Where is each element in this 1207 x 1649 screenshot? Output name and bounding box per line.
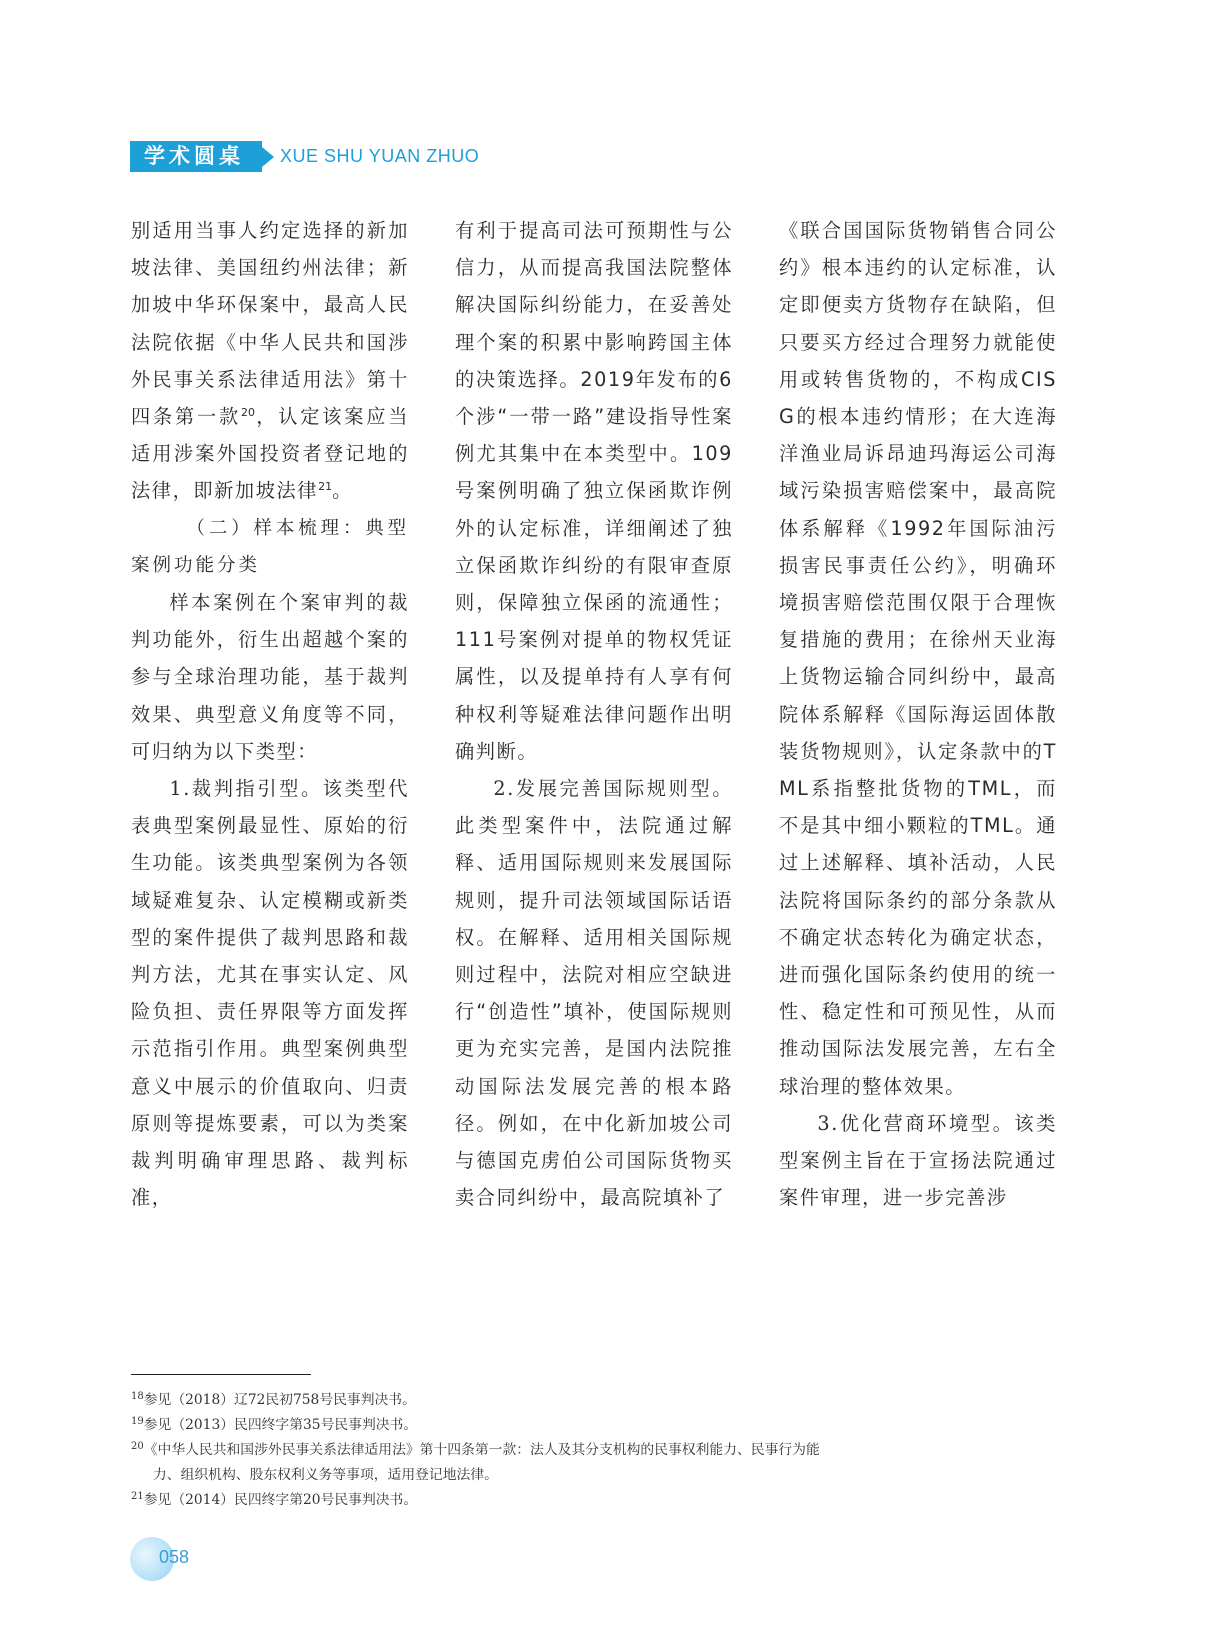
footnote-ref[interactable]: 21 [318,480,333,494]
paragraph: 1.裁判指引型。该类型代表典型案例最显性、原始的衍生功能。该类典型案例为各领域疑难复杂、认定模糊或新类型的案件提供了裁判思路和裁判方法，尤其在事实认定、风险负担、责任界限等方面发挥示范指引作用。典型案例典型意义中展示的价值取向、归责原则等提炼要素，可以为类案裁判明确审理思路、裁判标准， [131,777,409,1210]
paragraph: 《联合国国际货物销售合同公约》根本违约的认定标准，认定即便卖方货物存在缺陷，但只要买方经过合理努力就能使用或转售货物的，不构成CISG的根本违约情形；在大连海洋渔业局诉昂迪玛海运公司海域污染损害赔偿案中，最高院体系解释《1992年国际油污损害民事责任公约》，明确环境损害赔偿范围仅限于合理恢复措施的费用；在徐州天业海上货物运输合同纠纷中，最高院体系解释《国际海运固体散装货物规则》，认定条款中的TML系指整批货物的TML，而不是其中细小颗粒的TML。通过上述解释、填补活动，人民法院将国际条约的部分条款从不确定状态转化为确定状态，进而强化国际条约使用的统一性、稳定性和可预见性，从而推动国际法发展完善，左右全球治理的整体效果。 [779,219,1057,1098]
paragraph: 样本案例在个案审判的裁判功能外，衍生出超越个案的参与全球治理功能，基于裁判效果、典型意义角度等不同，可归纳为以下类型： [131,591,409,763]
footnote: $^{20}$《中华人民共和国涉外民事关系法律适用法》第十四条第一款：法人及其分支机构的民事权利能力、民事行为能 力、组织机构、股东权利义务等事项，适用登记地法律。 [131,1441,820,1483]
subheading: 2.发展完善国际规则型。 [493,777,733,801]
footnote-ref[interactable]: 20 [241,406,255,420]
text-column-3 [779,212,1057,1216]
text-column-2 [455,212,733,1216]
paragraph: 3.优化营商环境型。该类型案例主旨在于宣扬法院通过案件审理，进一步完善涉 [779,1111,1058,1210]
page-number-text: 058 [159,1547,190,1567]
footnote: $^{19}$参见（2013）民四终字第35号民事判决书。 [131,1416,418,1433]
column-pinyin: XUE SHU YUAN ZHUO [280,146,480,166]
arrow-icon [262,147,274,167]
text-column-1 [131,212,409,1216]
footnote-divider [131,1374,311,1375]
section-heading: （二）样本梳理：典型案例功能分类 [131,517,409,576]
paragraph: 2.发展完善国际规则型。此类型案件中，法院通过解释、适用国际规则来发展国际规则，提升司法领域国际话语权。在解释、适用相关国际规则过程中，法院对相应空缺进行“创造性”填补，使国际规则更为充实完善，是国内法院推动国际法发展完善的根本路径。例如，在中化新加坡公司与德国克虏伯公司国际货物买卖合同纠纷中，最高院填补了 [455,777,733,1210]
paragraph: 别适用当事人约定选择的新加坡法律、美国纽约州法律；新加坡中华环保案中，最高人民法院依据《中华人民共和国涉外民事关系法律适用法》第十四条第一款$^{20}$，认定该案应当适用涉案外国投资者登记地的法律，即新加坡法律$^{21}$。 [131,219,409,503]
footnote: $^{18}$参见（2018）辽72民初758号民事判决书。 [131,1391,416,1408]
paragraph: 有利于提高司法可预期性与公信力，从而提高我国法院整体解决国际纠纷能力，在妥善处理个案的积累中影响跨国主体的决策选择。2019年发布的6个涉“一带一路”建设指导性案例尤其集中在本类型中。109号案例明确了独立保函欺诈例外的认定标准，详细阐述了独立保函欺诈纠纷的有限审查原则，保障独立保函的流通性；111号案例对提单的物权凭证属性，以及提单持有人享有何种权利等疑难法律问题作出明确判断。 [455,219,733,763]
subheading: 1.裁判指引型。 [169,777,323,801]
subheading: 3.优化营商环境型。 [817,1111,1015,1135]
section-header [130,141,479,172]
column-title: 学术圆桌 [130,141,262,172]
footnote: $^{21}$参见（2014）民四终字第20号民事判决书。 [131,1491,418,1508]
footnotes [131,1388,1061,1513]
page-number [130,1537,190,1577]
